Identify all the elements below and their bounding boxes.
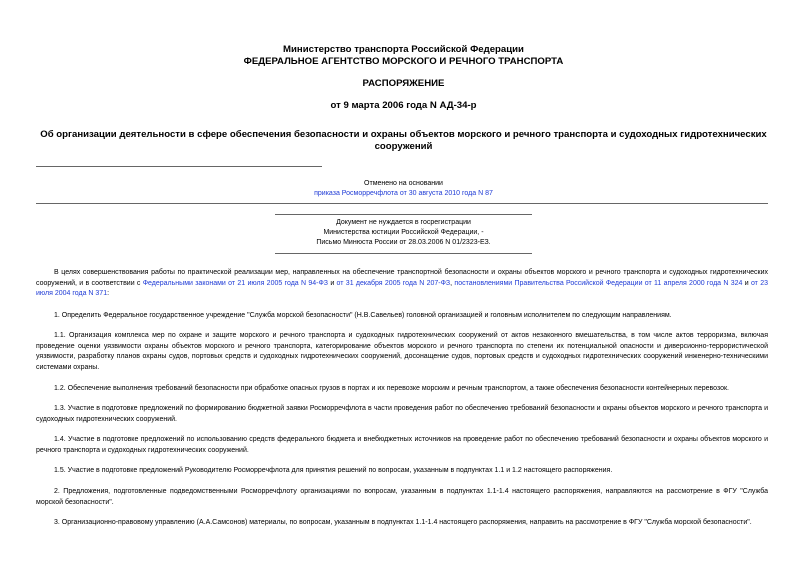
federal-law-94-link[interactable]: Федеральными законами от 21 июля 2005 года N 94-ФЗ: [142, 279, 329, 287]
document-type: РАСПОРЯЖЕНИЕ: [362, 78, 445, 89]
divider: [275, 253, 532, 254]
preamble-text: ,: [450, 279, 455, 287]
paragraph-1-1: [36, 331, 768, 373]
agency-name: ФЕДЕРАЛЬНОЕ АГЕНТСТВО МОРСКОГО И РЕЧНОГО ТРАНСПОРТА: [243, 56, 564, 67]
paragraph-text: 3. Организационно-правовому управлению (А.А.Самсонов) материалы, по вопросам, указанным в подпунктах 1.1-1.4 настоящего распоряжения, направить на рассмотрение в ФГУ "Служба морской безопасности".: [54, 519, 752, 526]
document-title: Об организации деятельности в сфере обеспечения безопасности и охраны объектов морского и речного транспорта и судоходных гидротехнических сооружений: [40, 129, 767, 152]
paragraph-1-3: [36, 404, 768, 425]
paragraph-text: 1.2. Обеспечение выполнения требований безопасности при обработке опасных грузов в портах и их перевозке морским и речным транспортом, а также обеспечения безопасности контейнерных перевозок.: [54, 385, 729, 392]
preamble-text: и: [328, 279, 337, 287]
preamble-text: В целях совершенствования работы по практической реализации мер, направленных на обеспечение транспортной безопасности и охраны объектов морского и речного транспорта и судоходных гидротехнических сооружений, и в соответствии с: [36, 269, 768, 287]
paragraph-text: 1.4. Участие в подготовке предложений по использованию средств федерального бюджета и внебюджетных источников на проведение работ по обеспечению требований безопасности и охраны объектов морского и речного транспорта и судоходных гидротехнических сооружений.: [36, 436, 768, 454]
government-decree-371-link[interactable]: от 23 июля 2004 года N 371: [36, 279, 768, 297]
paragraph-text: 1. Определить Федеральное государственное учреждение "Служба морской безопасности" (Н.В.Савельев) головной организацией и головным исполнителем по следующим направлениям.: [54, 312, 672, 319]
paragraph-1-2: [36, 384, 768, 395]
divider: [36, 166, 322, 167]
paragraph-text: 1.3. Участие в подготовке предложений по формированию бюджетной заявки Росморречфлота в части проведения работ по обеспечению требований безопасности и охраны объектов морского и речного транспорта и судоходных гидротехнических сооружений.: [36, 405, 768, 423]
registration-note-line-2: Министерства юстиции Российской Федерации, -: [323, 229, 484, 236]
paragraph-text: 1.1. Организация комплекса мер по охране и защите морского и речного транспорта и судоходных гидротехнических сооружений от актов незаконного вмешательства, в том числе актов терроризма, включая проведение оценки уязвимости охраны объектов морского и речного транспорта, категорирование объектов морского и речного транспорта по степени их потенциальной опасности и диверсионно-террористической уязвимости, разработку планов охраны судов, портовых средств и судоходных гидротехнических сооружений, досонащение судов, портовых средств и судоходных гидротехнических сооружений инженерно-техническими системами охраны.: [36, 332, 768, 371]
cancel-order-link[interactable]: приказа Росморречфлота от 30 августа 2010 года N 87: [314, 190, 493, 197]
cancel-note-text: Отменено на основании: [364, 180, 443, 187]
registration-note-line-3: Письмо Минюста России от 28.03.2006 N 01/2323-ЕЗ.: [316, 239, 491, 246]
paragraph-text: 2. Предложения, подготовленные подведомственными Росморречфлоту организациями по вопросам, указанным в подпунктах 1.1-1.4 настоящего распоряжения, направляются на рассмотрение в ФГУ "Служба морской безопасности".: [36, 488, 768, 506]
divider: [275, 214, 532, 215]
government-decree-324-link[interactable]: постановлениями Правительства Российской Федерации от 11 апреля 2000 года N 324: [454, 279, 743, 287]
preamble-paragraph: [36, 268, 768, 300]
document-date-number: от 9 марта 2006 года N АД-34-р: [330, 100, 477, 111]
paragraph-text: 1.5. Участие в подготовке предложений Руководителю Росморречфлота для принятия решений по вопросам, указанным в подпунктах 1.1 и 1.2 настоящего распоряжения.: [54, 467, 613, 474]
paragraph-1: [36, 311, 768, 322]
registration-note-line-1: Документ не нуждается в госрегистрации: [336, 219, 471, 226]
paragraph-1-5: [36, 466, 768, 477]
federal-law-207-link[interactable]: от 31 декабря 2005 года N 207-ФЗ: [336, 279, 451, 287]
paragraph-2: [36, 487, 768, 508]
preamble-text: и: [742, 279, 751, 287]
preamble-text: :: [107, 290, 110, 297]
divider: [36, 203, 768, 204]
paragraph-1-4: [36, 435, 768, 456]
paragraph-3: [36, 518, 768, 529]
ministry-name: Министерство транспорта Российской Федерации: [283, 44, 524, 55]
